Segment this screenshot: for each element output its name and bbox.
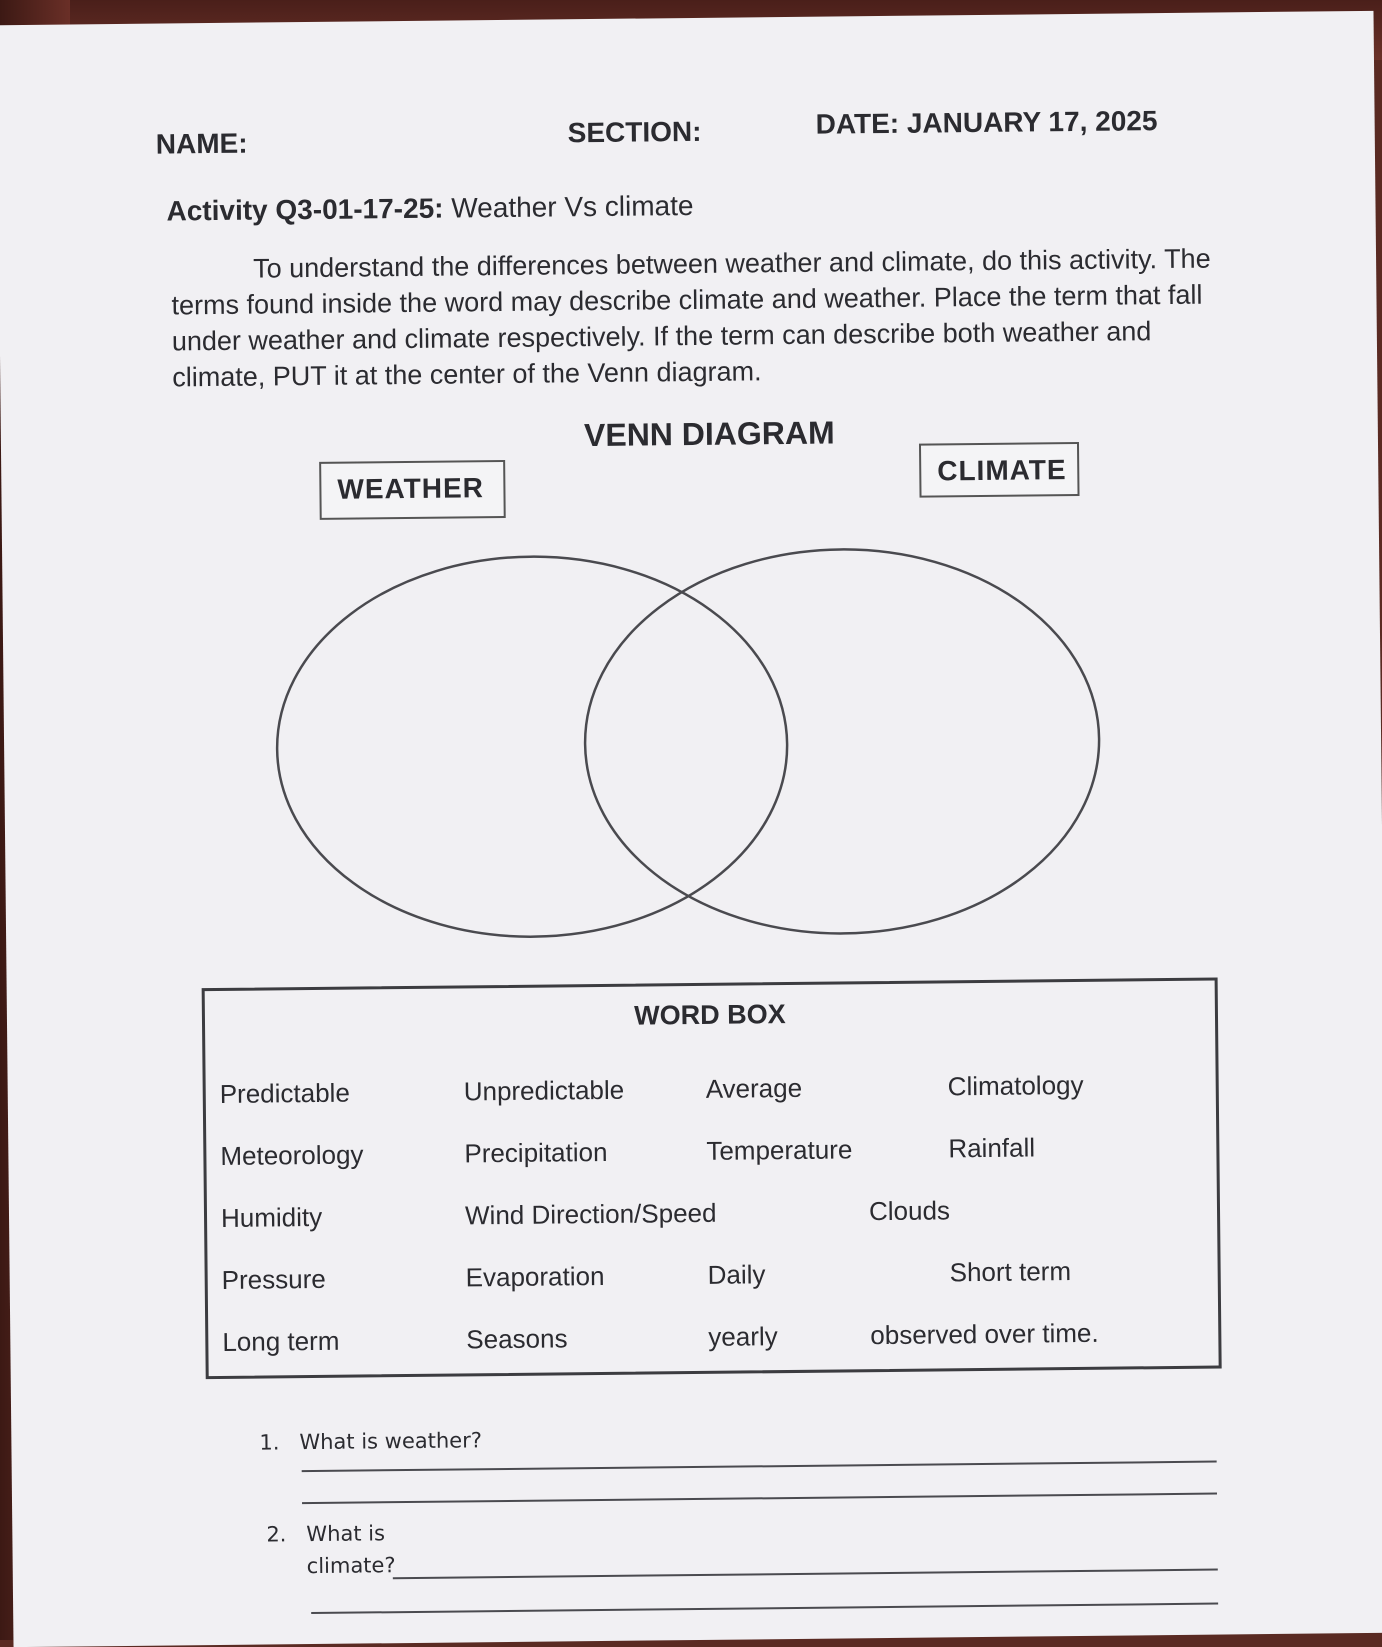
word-box-title: WORD BOX: [634, 999, 786, 1031]
question-1-number: 1.: [259, 1430, 280, 1455]
word-item: Predictable: [219, 1077, 350, 1109]
activity-title: [166, 190, 693, 228]
worksheet-paper: [0, 11, 1382, 1647]
venn-diagram: [272, 543, 1126, 952]
word-item: Rainfall: [948, 1132, 1036, 1164]
word-item: Unpredictable: [463, 1074, 625, 1107]
word-item: Humidity: [220, 1201, 323, 1233]
word-item: Seasons: [466, 1323, 568, 1355]
word-item: Meteorology: [220, 1139, 364, 1171]
answer-line-1b[interactable]: [302, 1493, 1217, 1505]
climate-circle: [583, 547, 1101, 936]
word-item: Short term: [949, 1256, 1072, 1288]
word-box: [202, 978, 1222, 1380]
question-2-number: 2.: [266, 1522, 287, 1547]
word-item: Evaporation: [465, 1260, 605, 1293]
word-item: Temperature: [706, 1134, 853, 1166]
activity-topic: Weather Vs climate: [451, 189, 694, 224]
word-item: Pressure: [221, 1263, 326, 1295]
climate-label-box: CLIMATE: [919, 442, 1080, 498]
word-item: observed over time.: [870, 1317, 1099, 1351]
activity-code: Activity Q3-01-17-25:: [166, 192, 444, 227]
answer-line-2a[interactable]: [393, 1569, 1218, 1580]
question-2-text-line2: climate?: [306, 1553, 396, 1579]
word-item: yearly: [708, 1321, 778, 1352]
word-item: Daily: [707, 1259, 766, 1290]
answer-line-2b[interactable]: [311, 1603, 1218, 1614]
weather-circle: [275, 554, 789, 939]
word-item: Clouds: [868, 1195, 951, 1227]
question-1-text: What is weather?: [299, 1428, 483, 1455]
word-item: Precipitation: [464, 1136, 608, 1169]
word-item: Climatology: [947, 1069, 1084, 1102]
name-label: NAME:: [155, 127, 248, 160]
instructions-paragraph: To understand the differences between weather and climate, do this activity. The terms found inside the word may describe climate and weather. Place the term that fall under weather and climate respectively. If the term can describe both weather and climate, PUT it at the center of the Venn diagram.: [171, 243, 1211, 393]
word-item: Wind Direction/Speed: [464, 1197, 717, 1231]
answer-line-1a[interactable]: [302, 1461, 1217, 1473]
question-2-text-line1: What is: [306, 1521, 386, 1547]
weather-label-box: WEATHER: [319, 460, 506, 520]
section-label: SECTION:: [567, 115, 702, 149]
word-item: Long term: [222, 1325, 340, 1357]
word-item: Average: [705, 1072, 803, 1104]
venn-diagram-title: VENN DIAGRAM: [583, 414, 835, 454]
date-label: DATE: JANUARY 17, 2025: [815, 105, 1158, 140]
